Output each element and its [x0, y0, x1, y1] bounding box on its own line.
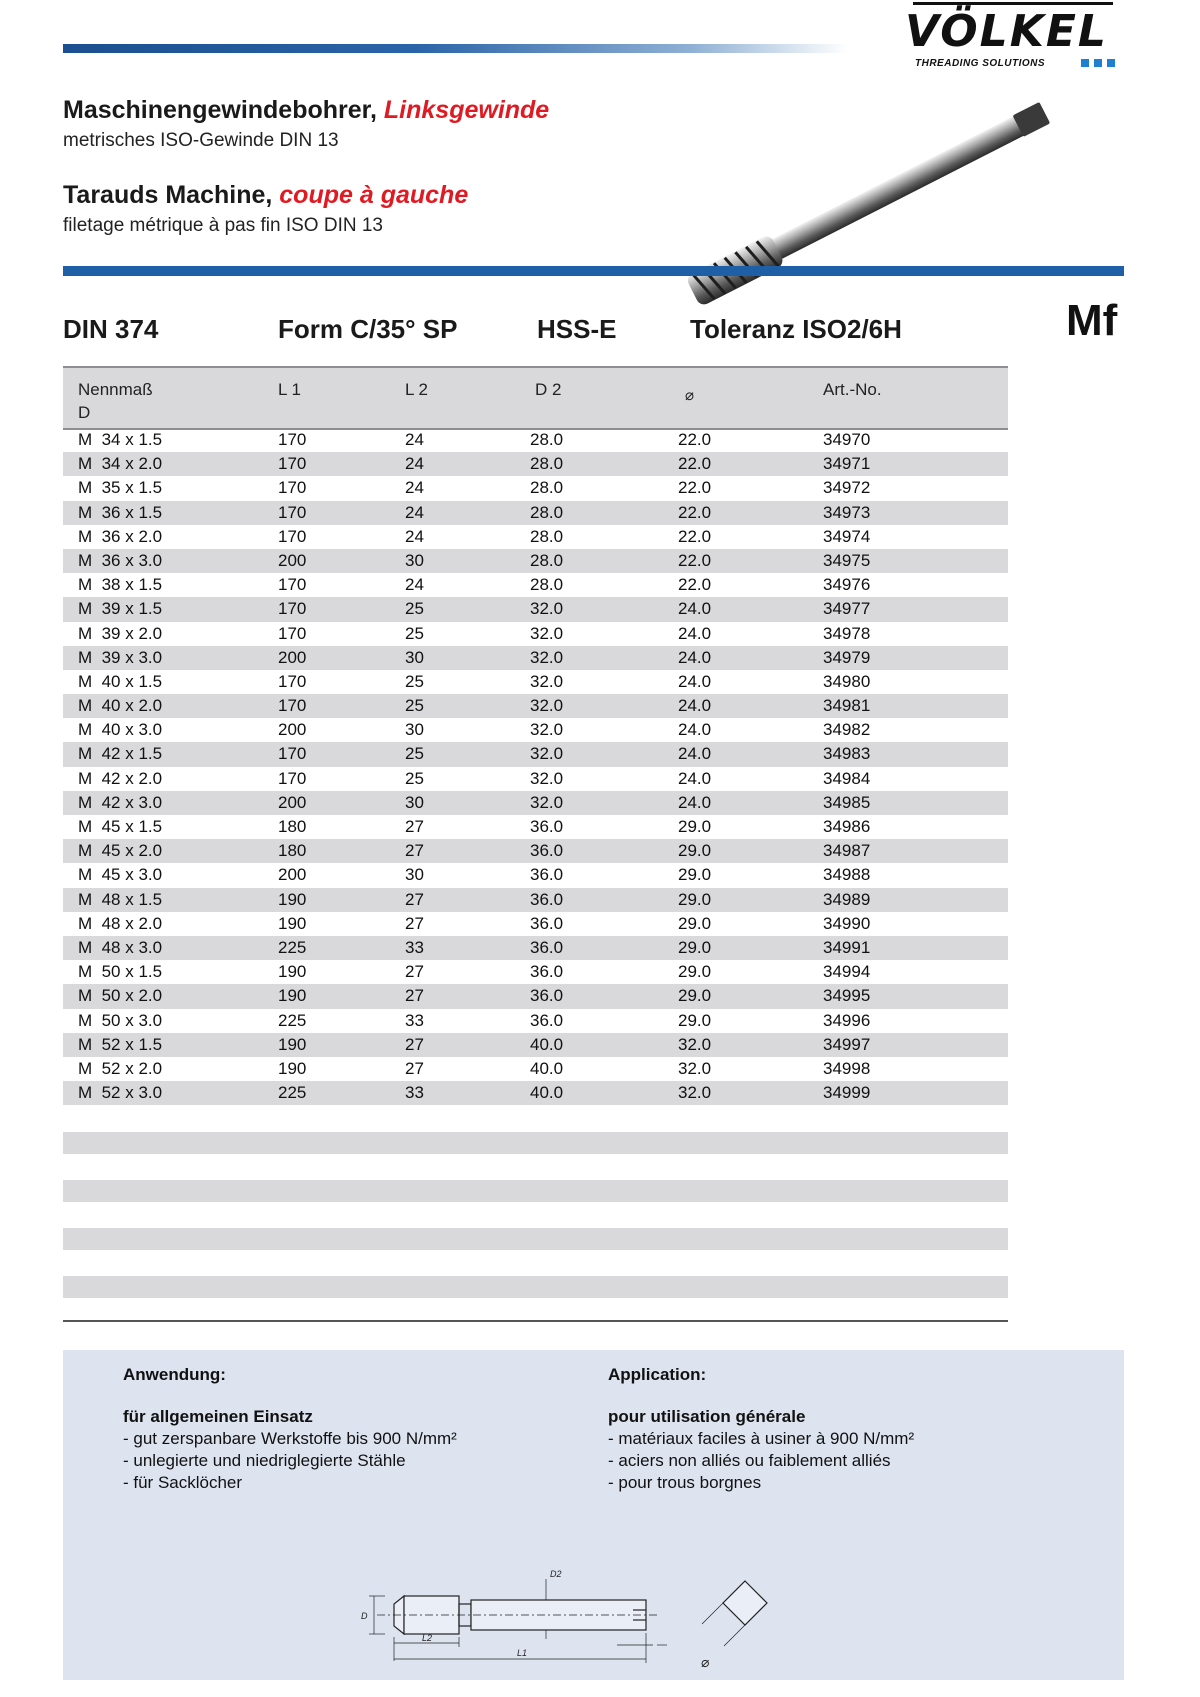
- title-german-accent: Linksgewinde: [383, 96, 550, 124]
- cell-d2: 40.0: [530, 1083, 564, 1103]
- cell-art-no: 34983: [823, 744, 871, 764]
- table-row: [63, 888, 1008, 912]
- cell-size: M 39 x 1.5: [78, 599, 163, 619]
- application-heading-fr: Application:: [608, 1365, 707, 1384]
- cell-l1: 170: [278, 478, 307, 498]
- cell-square: 24.0: [678, 599, 712, 619]
- cell-l1: 225: [278, 1010, 307, 1030]
- cell-square: 22.0: [678, 430, 712, 449]
- cell-l1: 200: [278, 720, 307, 740]
- cell-l1: 170: [278, 671, 307, 691]
- cell-art-no: 34981: [823, 696, 871, 716]
- technical-drawing: [357, 1559, 827, 1676]
- table-row: [63, 694, 1008, 718]
- cell-d2: 32.0: [530, 647, 564, 667]
- application-item-de: - für Sacklöcher: [123, 1473, 243, 1492]
- table-row: [63, 428, 1008, 452]
- cell-d2: 36.0: [530, 937, 564, 957]
- subtitle-french: filetage métrique à pas fin ISO DIN 13: [63, 215, 383, 236]
- cell-square: 29.0: [678, 817, 712, 836]
- cell-art-no: 34998: [823, 1058, 871, 1078]
- cell-square: 24.0: [678, 696, 712, 716]
- table-row: [63, 670, 1008, 694]
- dim-l2-label: L2: [422, 1633, 433, 1643]
- application-item-fr: - pour trous borgnes: [608, 1473, 762, 1492]
- cell-size: M 38 x 1.5: [78, 575, 163, 595]
- header-d-label: D: [78, 403, 91, 422]
- table-row: [63, 791, 1008, 815]
- cell-square: 29.0: [678, 913, 712, 933]
- cell-size: M 45 x 3.0: [78, 865, 163, 885]
- cell-square: 22.0: [678, 526, 712, 546]
- cell-art-no: 34973: [823, 502, 871, 522]
- cell-size: M 52 x 1.5: [78, 1034, 163, 1054]
- logo-top-line: [913, 2, 1113, 5]
- cell-d2: 32.0: [530, 623, 564, 643]
- cell-l1: 180: [278, 841, 307, 861]
- table-row: [63, 815, 1008, 839]
- cell-square: 22.0: [678, 550, 712, 570]
- cell-l1: 170: [278, 454, 307, 474]
- cell-l2: 30: [405, 647, 424, 667]
- cell-d2: 36.0: [530, 817, 564, 836]
- logo-square-icon: [1094, 59, 1102, 67]
- table-row: [63, 549, 1008, 573]
- cell-l2: 24: [405, 454, 424, 474]
- application-item-fr: - matériaux faciles à usiner à 900 N/mm²: [608, 1429, 915, 1448]
- cell-size: M 45 x 1.5: [78, 817, 163, 836]
- cell-l2: 25: [405, 623, 424, 643]
- table-row: [63, 767, 1008, 791]
- cell-d2: 32.0: [530, 599, 564, 619]
- logo-square-icon: [1081, 59, 1089, 67]
- subtitle-german: metrisches ISO-Gewinde DIN 13: [63, 130, 339, 151]
- cell-art-no: 34986: [823, 817, 871, 836]
- cell-l1: 200: [278, 792, 307, 812]
- cell-square: 32.0: [678, 1058, 712, 1078]
- cell-size: M 34 x 2.0: [78, 454, 163, 474]
- cell-art-no: 34995: [823, 986, 871, 1006]
- cell-size: M 40 x 2.0: [78, 696, 163, 716]
- cell-l2: 27: [405, 962, 424, 982]
- application-heading-de: Anwendung:: [123, 1365, 226, 1384]
- cell-l1: 190: [278, 889, 307, 909]
- cell-d2: 28.0: [530, 502, 564, 522]
- cell-size: M 48 x 3.0: [78, 937, 163, 957]
- cell-d2: 28.0: [530, 575, 564, 595]
- cell-square: 24.0: [678, 647, 712, 667]
- cell-l1: 190: [278, 913, 307, 933]
- cell-l1: 225: [278, 937, 307, 957]
- cell-size: M 45 x 2.0: [78, 841, 163, 861]
- cell-art-no: 34984: [823, 768, 871, 788]
- cell-l1: 170: [278, 696, 307, 716]
- cell-l2: 27: [405, 1058, 424, 1078]
- cell-art-no: 34970: [823, 430, 871, 449]
- cell-size: M 50 x 1.5: [78, 962, 163, 982]
- cell-size: M 48 x 2.0: [78, 913, 163, 933]
- table-row: [63, 1033, 1008, 1057]
- cell-art-no: 34982: [823, 720, 871, 740]
- application-use-fr: pour utilisation générale: [608, 1407, 806, 1426]
- cell-d2: 40.0: [530, 1058, 564, 1078]
- table-row: [63, 1009, 1008, 1033]
- header-nennmass-label: Nennmaß: [78, 380, 153, 399]
- cell-square: 24.0: [678, 623, 712, 643]
- dim-d-label: D: [361, 1611, 368, 1621]
- table-row: [63, 718, 1008, 742]
- cell-art-no: 34996: [823, 1010, 871, 1030]
- cell-l1: 190: [278, 986, 307, 1006]
- cell-square: 29.0: [678, 865, 712, 885]
- table-row: [63, 984, 1008, 1008]
- cell-l2: 27: [405, 1034, 424, 1054]
- cell-square: 29.0: [678, 841, 712, 861]
- cell-l1: 225: [278, 1083, 307, 1103]
- cell-d2: 36.0: [530, 865, 564, 885]
- cell-square: 29.0: [678, 986, 712, 1006]
- cell-art-no: 34999: [823, 1083, 871, 1103]
- cell-l2: 27: [405, 841, 424, 861]
- logo-square-icon: [1107, 59, 1115, 67]
- table-row: [63, 912, 1008, 936]
- cell-l2: 30: [405, 865, 424, 885]
- table-header: [63, 366, 1008, 430]
- header-nennmass: [78, 378, 153, 424]
- cell-square: 22.0: [678, 454, 712, 474]
- cell-art-no: 34979: [823, 647, 871, 667]
- cell-art-no: 34971: [823, 454, 871, 474]
- cell-art-no: 34987: [823, 841, 871, 861]
- cell-size: M 52 x 3.0: [78, 1083, 163, 1103]
- cell-square: 22.0: [678, 478, 712, 498]
- cell-art-no: 34974: [823, 526, 871, 546]
- cell-d2: 28.0: [530, 526, 564, 546]
- cell-l1: 170: [278, 768, 307, 788]
- cell-square: 32.0: [678, 1034, 712, 1054]
- cell-d2: 36.0: [530, 1010, 564, 1030]
- cell-art-no: 34988: [823, 865, 871, 885]
- cell-d2: 28.0: [530, 454, 564, 474]
- spec-tolerance: Toleranz ISO2/6H: [690, 314, 902, 344]
- cell-l1: 190: [278, 962, 307, 982]
- spec-code: Mf: [1066, 296, 1118, 345]
- cell-l1: 200: [278, 865, 307, 885]
- cell-l2: 33: [405, 937, 424, 957]
- cell-size: M 42 x 2.0: [78, 768, 163, 788]
- cell-art-no: 34991: [823, 937, 871, 957]
- cell-l1: 170: [278, 526, 307, 546]
- cell-l2: 25: [405, 744, 424, 764]
- cell-square: 29.0: [678, 937, 712, 957]
- table-end-line: [63, 1320, 1008, 1322]
- cell-square: 22.0: [678, 575, 712, 595]
- cell-size: M 48 x 1.5: [78, 889, 163, 909]
- application-item-de: - unlegierte und niedriglegierte Stähle: [123, 1451, 406, 1470]
- table-row: [63, 525, 1008, 549]
- dim-square-icon: ⌀: [701, 1655, 710, 1671]
- cell-l1: 170: [278, 744, 307, 764]
- cell-l1: 180: [278, 817, 307, 836]
- cell-l1: 170: [278, 623, 307, 643]
- cell-art-no: 34994: [823, 962, 871, 982]
- logo-wordmark: VÖLKEL: [905, 6, 1108, 57]
- table-row: [63, 1081, 1008, 1105]
- cell-d2: 28.0: [530, 550, 564, 570]
- header-d2: D 2: [535, 380, 562, 399]
- cell-l1: 170: [278, 502, 307, 522]
- table-body: [63, 428, 1008, 1105]
- cell-size: M 36 x 2.0: [78, 526, 163, 546]
- spec-form: Form C/35° SP: [278, 314, 458, 344]
- cell-art-no: 34972: [823, 478, 871, 498]
- cell-square: 29.0: [678, 889, 712, 909]
- table-row: [63, 622, 1008, 646]
- cell-size: M 39 x 3.0: [78, 647, 163, 667]
- cell-square: 24.0: [678, 671, 712, 691]
- cell-l2: 30: [405, 792, 424, 812]
- table-row: [63, 839, 1008, 863]
- cell-l2: 30: [405, 720, 424, 740]
- cell-d2: 40.0: [530, 1034, 564, 1054]
- cell-d2: 32.0: [530, 696, 564, 716]
- cell-l2: 25: [405, 696, 424, 716]
- cell-square: 24.0: [678, 768, 712, 788]
- cell-size: M 36 x 3.0: [78, 550, 163, 570]
- application-item-fr: - aciers non alliés ou faiblement alliés: [608, 1451, 891, 1470]
- empty-row: [63, 1132, 1008, 1154]
- cell-l1: 170: [278, 575, 307, 595]
- spec-material: HSS-E: [537, 314, 617, 344]
- table-row: [63, 501, 1008, 525]
- cell-d2: 36.0: [530, 913, 564, 933]
- cell-l2: 27: [405, 986, 424, 1006]
- cell-art-no: 34980: [823, 671, 871, 691]
- cell-art-no: 34997: [823, 1034, 871, 1054]
- cell-l2: 24: [405, 575, 424, 595]
- cell-size: M 42 x 3.0: [78, 792, 163, 812]
- cell-size: M 36 x 1.5: [78, 502, 163, 522]
- cell-l2: 25: [405, 768, 424, 788]
- title-french-main: Tarauds Machine,: [63, 181, 273, 209]
- cell-d2: 36.0: [530, 889, 564, 909]
- cell-l2: 33: [405, 1083, 424, 1103]
- cell-art-no: 34978: [823, 623, 871, 643]
- empty-row: [63, 1180, 1008, 1202]
- cell-square: 29.0: [678, 962, 712, 982]
- cell-l2: 25: [405, 599, 424, 619]
- cell-d2: 28.0: [530, 478, 564, 498]
- table-row: [63, 452, 1008, 476]
- title-french: [63, 181, 468, 210]
- cell-d2: 32.0: [530, 792, 564, 812]
- cell-square: 24.0: [678, 720, 712, 740]
- cell-art-no: 34976: [823, 575, 871, 595]
- cell-l1: 190: [278, 1058, 307, 1078]
- application-use-de: für allgemeinen Einsatz: [123, 1407, 313, 1426]
- cell-art-no: 34975: [823, 550, 871, 570]
- cell-size: M 50 x 3.0: [78, 1010, 163, 1030]
- cell-l1: 200: [278, 550, 307, 570]
- table-row: [63, 863, 1008, 887]
- cell-d2: 36.0: [530, 962, 564, 982]
- cell-size: M 40 x 1.5: [78, 671, 163, 691]
- dim-l1-label: L1: [517, 1648, 528, 1658]
- table-row: [63, 476, 1008, 500]
- cell-l2: 27: [405, 817, 424, 836]
- cell-l2: 24: [405, 526, 424, 546]
- header-square-icon: ⌀: [685, 387, 695, 404]
- cell-size: M 34 x 1.5: [78, 430, 163, 449]
- table-row: [63, 936, 1008, 960]
- cell-square: 24.0: [678, 744, 712, 764]
- cell-l2: 24: [405, 502, 424, 522]
- cell-l2: 30: [405, 550, 424, 570]
- table-row: [63, 646, 1008, 670]
- logo-tagline: THREADING SOLUTIONS: [915, 58, 1046, 69]
- cell-size: M 39 x 2.0: [78, 623, 163, 643]
- cell-l1: 170: [278, 599, 307, 619]
- cell-square: 22.0: [678, 502, 712, 522]
- header-art-no: Art.-No.: [823, 380, 882, 399]
- application-item-de: - gut zerspanbare Werkstoffe bis 900 N/mm²: [123, 1429, 457, 1448]
- cell-l2: 24: [405, 430, 424, 449]
- cell-art-no: 34990: [823, 913, 871, 933]
- cell-l2: 33: [405, 1010, 424, 1030]
- cell-square: 29.0: [678, 1010, 712, 1030]
- table-row: [63, 1057, 1008, 1081]
- header-l2: L 2: [405, 380, 429, 399]
- cell-d2: 32.0: [530, 744, 564, 764]
- table-row: [63, 573, 1008, 597]
- header-gradient-bar: [63, 44, 848, 53]
- empty-row: [63, 1276, 1008, 1298]
- cell-art-no: 34989: [823, 889, 871, 909]
- cell-d2: 32.0: [530, 720, 564, 740]
- cell-d2: 32.0: [530, 671, 564, 691]
- cell-square: 24.0: [678, 792, 712, 812]
- cell-size: M 50 x 2.0: [78, 986, 163, 1006]
- cell-l2: 27: [405, 913, 424, 933]
- cell-size: M 40 x 3.0: [78, 720, 163, 740]
- cell-d2: 32.0: [530, 768, 564, 788]
- cell-square: 32.0: [678, 1083, 712, 1103]
- cell-l2: 24: [405, 478, 424, 498]
- cell-l2: 27: [405, 889, 424, 909]
- cell-d2: 36.0: [530, 841, 564, 861]
- spec-norm: DIN 374: [63, 314, 159, 344]
- section-divider-bar: [63, 266, 1124, 276]
- brand-logo: [895, 0, 1127, 72]
- table-row: [63, 597, 1008, 621]
- cell-d2: 28.0: [530, 430, 564, 449]
- cell-size: M 35 x 1.5: [78, 478, 163, 498]
- empty-row: [63, 1228, 1008, 1250]
- table-row: [63, 742, 1008, 766]
- cell-d2: 36.0: [530, 986, 564, 1006]
- header-l1: L 1: [278, 380, 302, 399]
- cell-l1: 200: [278, 647, 307, 667]
- cell-l1: 190: [278, 1034, 307, 1054]
- dim-d2-label: D2: [550, 1569, 562, 1579]
- cell-l2: 25: [405, 671, 424, 691]
- cell-size: M 52 x 2.0: [78, 1058, 163, 1078]
- table-row: [63, 960, 1008, 984]
- cell-art-no: 34985: [823, 792, 871, 812]
- cell-art-no: 34977: [823, 599, 871, 619]
- title-german: [63, 96, 549, 125]
- title-german-main: Maschinengewindebohrer,: [63, 96, 377, 124]
- title-french-accent: coupe à gauche: [279, 181, 469, 209]
- cell-l1: 170: [278, 430, 307, 449]
- cell-size: M 42 x 1.5: [78, 744, 163, 764]
